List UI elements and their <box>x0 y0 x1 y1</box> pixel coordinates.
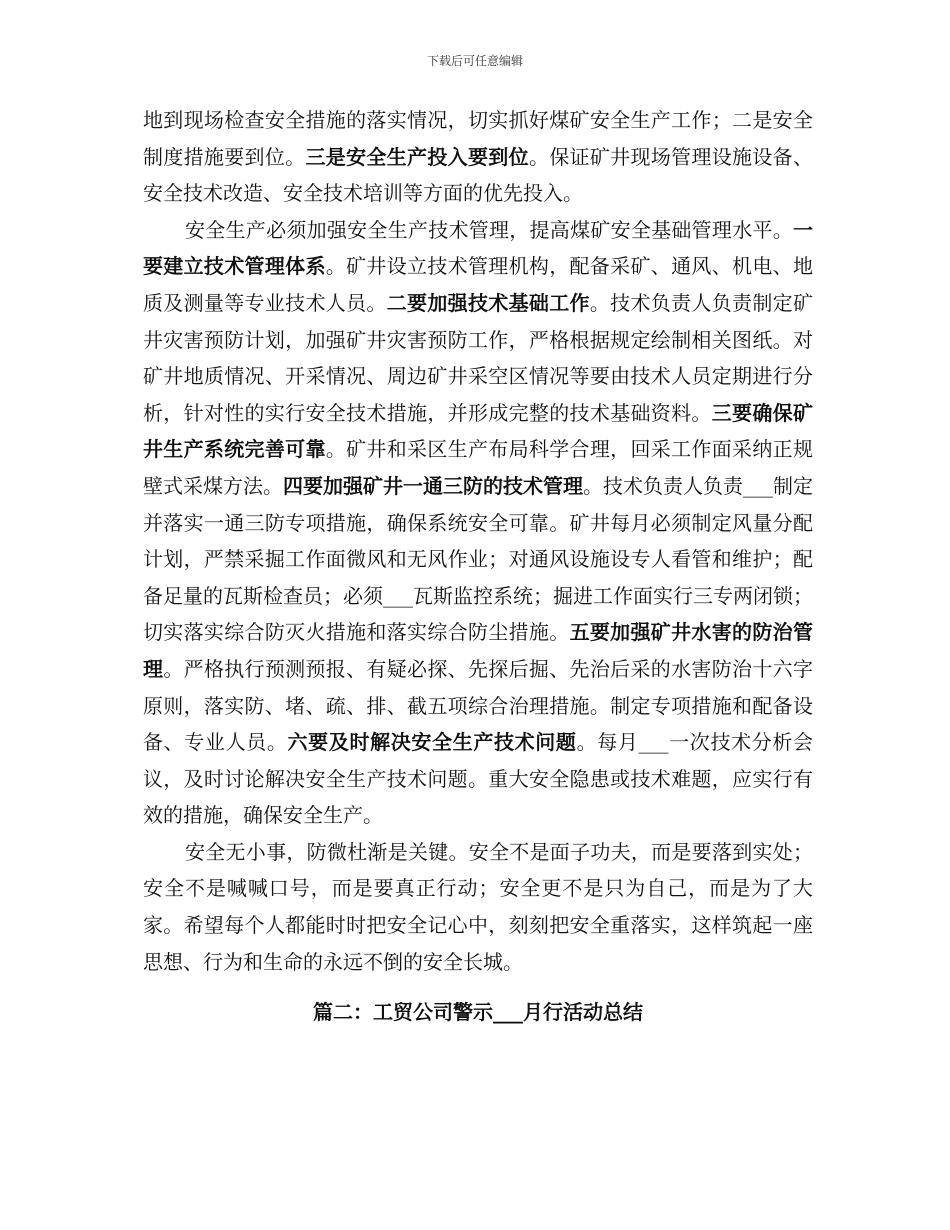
bold-heading-run: 一要建立技术管理体系 <box>143 217 813 279</box>
text-run: 。严格执行预测预报、有疑必探、先探后掘、先治后采的水害防治十六字原则，落实防、堵、疏、排、截五项综合治理措施。制定专项措施和配备设备、专业人员。 <box>143 656 813 755</box>
bold-heading-run: 二要加强技术基础工作 <box>386 290 590 315</box>
bold-heading-run: 五要加强矿井水害的防治管理 <box>143 620 813 681</box>
document-body <box>143 102 813 1031</box>
text-run: 。矿井和采区生产布局科学合理，回采工作面采纳正规壁式采煤方法。 <box>143 437 813 498</box>
bold-heading-run: 三是安全生产投入要到位 <box>305 144 529 169</box>
bold-heading-run: 四要加强矿井一通三防的技术管理 <box>283 473 583 498</box>
paragraph-2 <box>143 212 813 834</box>
text-run: 。每月___一次技术分析会议，及时讨论解决安全生产技术问题。重大安全隐患或技术难题，应实行有效的措施，确保安全生产。 <box>143 730 814 828</box>
page-header: 下载后可任意编辑 <box>426 54 523 68</box>
bold-heading-run: 三要确保矿井生产系统完善可靠 <box>143 400 813 462</box>
section-title: 篇二：工贸公司警示___月行活动总结 <box>313 1000 643 1025</box>
text-run: 。技术负责人负责___制定并落实一通三防专项措施，确保系统安全可靠。矿井每月必须制定风量分配计划，严禁采掘工作面微风和无风作业；对通风设施设专人看管和维护；配备足量的瓦斯检查员；必须___瓦斯监控系统；掘进工作面实行三专两闭锁；切实落实综合防灭火措施和落实综合防尘措施。 <box>143 473 813 645</box>
bold-heading-run: 六要及时解决安全生产技术问题 <box>287 730 577 755</box>
text-run: 。保证矿井现场管理设施设备、安全技术改造、安全技术培训等方面的优先投入。 <box>143 144 813 206</box>
text-run: 地到现场检查安全措施的落实情况，切实抓好煤矿安全生产工作；二是安全制度措施要到位。 <box>143 108 813 169</box>
text-run: 。矿井设立技术管理机构，配备采矿、通风、机电、地质及测量等专业技术人员。 <box>143 254 813 315</box>
paragraph-1 <box>143 102 813 212</box>
text-run: 。技术负责人负责制定矿井灾害预防计划，加强矿井灾害预防工作，严格根据规定绘制相关图纸。对矿井地质情况、开采情况、周边矿井采空区情况等要由技术人员定期进行分析，针对性的实行安全技术措施，并形成完整的技术基础资料。 <box>143 290 813 425</box>
paragraph-3 <box>143 834 813 980</box>
text-run: 安全生产必须加强安全生产技术管理，提高煤矿安全基础管理水平。 <box>185 217 793 242</box>
text-run: 安全无小事，防微杜渐是关键。安全不是面子功夫，而是要落到实处；安全不是喊喊口号，而是要真正行动；安全更不是只为自己，而是为了大家。希望每个人都能时时把安全记心中，刻刻把安全重落实，这样筑起一座思想、行为和生命的永远不倒的安全长城。 <box>143 839 813 974</box>
